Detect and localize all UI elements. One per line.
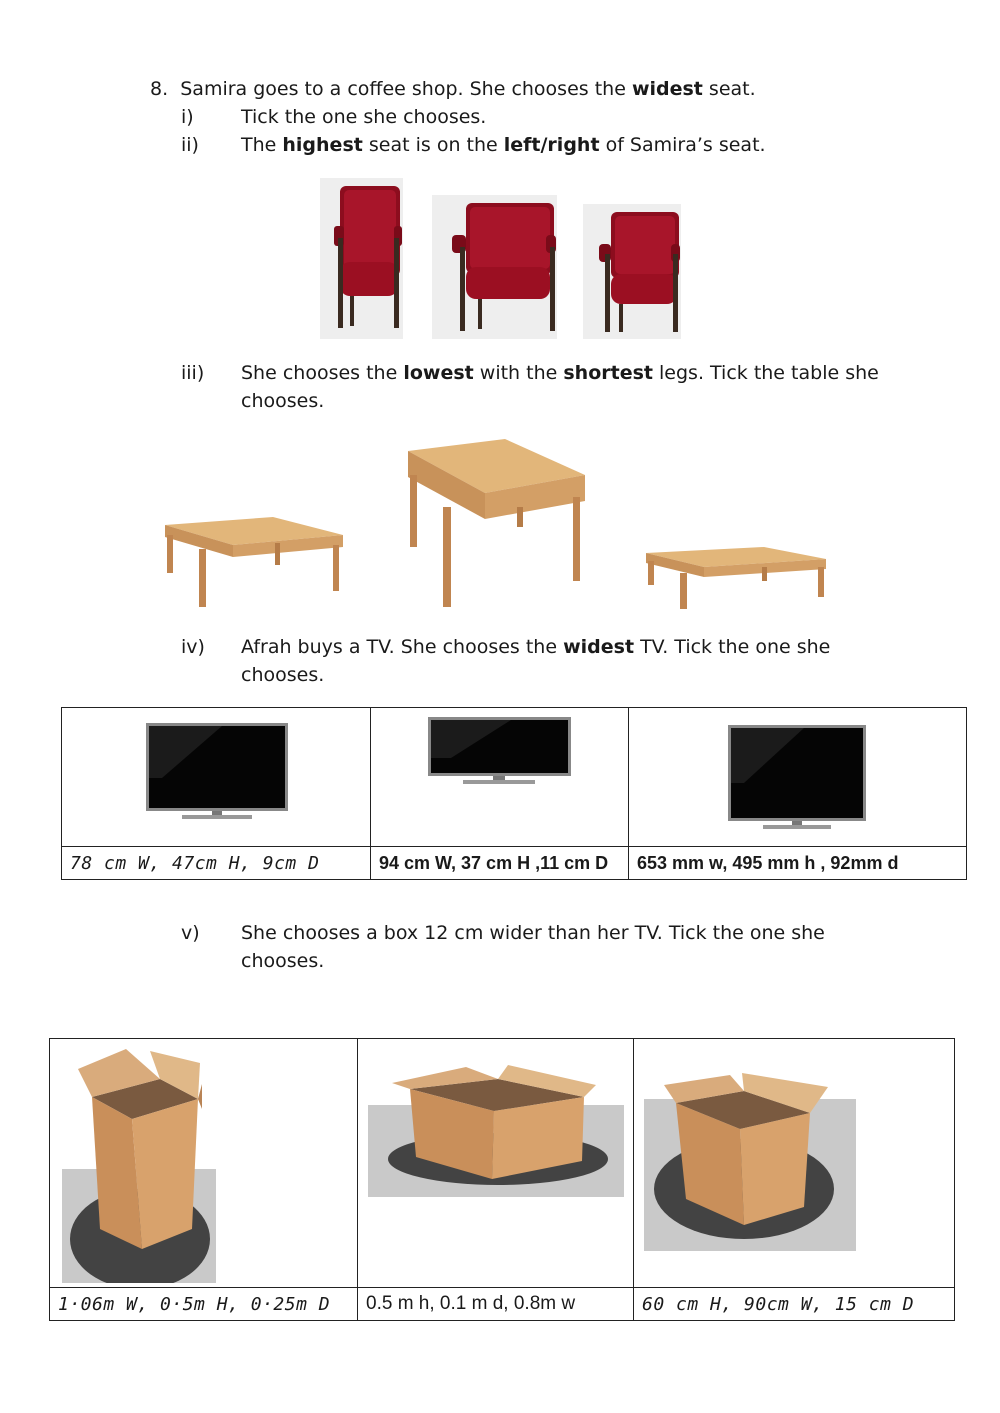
part-v-text-cont: chooses. — [241, 950, 325, 972]
box-3-caption: 60 cm H, 90cm W, 15 cm D — [634, 1288, 955, 1321]
question-8-intro — [150, 77, 756, 101]
iii-c: with the — [473, 362, 564, 384]
table-tall-image[interactable] — [405, 437, 587, 610]
part-iii-text-cont: chooses. — [241, 390, 325, 412]
iv-b: widest — [563, 636, 635, 658]
iv-a: Afrah buys a TV. She chooses the — [241, 636, 564, 658]
table-low-left-image[interactable] — [163, 515, 345, 610]
tv-2-image — [371, 708, 629, 842]
box-option-3-cell[interactable] — [634, 1039, 955, 1288]
box-2-caption: 0.5 m h, 0.1 m d, 0.8m w — [358, 1288, 634, 1321]
ii-d: left/right — [503, 134, 600, 156]
box-tall-image — [50, 1039, 358, 1283]
iv-c: TV. Tick the one she — [634, 636, 831, 658]
iii-e: legs. Tick the table she — [652, 362, 879, 384]
box-option-2-cell[interactable] — [358, 1039, 634, 1288]
part-iii-number: iii) — [181, 362, 205, 384]
part-iii-text — [241, 361, 879, 385]
ii-b: highest — [282, 134, 363, 156]
seat-wide-image[interactable] — [432, 195, 557, 339]
part-v-text: She chooses a box 12 cm wider than her TV. Tick the one she — [241, 922, 825, 944]
tv-3-image — [629, 708, 967, 842]
part-iv-number: iv) — [181, 636, 205, 658]
ii-c: seat is on the — [362, 134, 504, 156]
box-medium-image — [634, 1039, 955, 1283]
tv-options-table — [61, 707, 967, 880]
iii-b: lowest — [403, 362, 474, 384]
part-ii-number: ii) — [181, 134, 199, 156]
box-wide-image — [358, 1039, 634, 1283]
box-option-1-cell[interactable] — [50, 1039, 358, 1288]
intro-bold: widest — [631, 78, 703, 100]
intro-text: Samira goes to a coffee shop. She chooses the — [180, 78, 632, 100]
tv-option-3-cell[interactable] — [629, 708, 967, 847]
seat-short-image[interactable] — [583, 204, 681, 339]
tv-option-2-cell[interactable] — [371, 708, 629, 847]
part-i-number: i) — [181, 106, 194, 128]
part-iv-text — [241, 635, 830, 659]
box-1-caption: 1·06m W, 0·5m H, 0·25m D — [50, 1288, 358, 1321]
ii-e: of Samira’s seat. — [599, 134, 766, 156]
box-options-table — [49, 1038, 955, 1321]
tv-1-caption: 78 cm W, 47cm H, 9cm D — [62, 847, 371, 880]
tv-2-caption: 94 cm W, 37 cm H ,11 cm D — [371, 847, 629, 880]
tv-option-1-cell[interactable] — [62, 708, 371, 847]
intro-end: seat. — [702, 78, 756, 100]
iii-d: shortest — [563, 362, 653, 384]
part-i-text: Tick the one she chooses. — [241, 106, 487, 128]
seat-tall-image[interactable] — [320, 178, 403, 339]
part-iv-text-cont: chooses. — [241, 664, 325, 686]
part-v-number: v) — [181, 922, 200, 944]
tv-3-caption: 653 mm w, 495 mm h , 92mm d — [629, 847, 967, 880]
iii-a: She chooses the — [241, 362, 404, 384]
question-number: 8. — [150, 78, 169, 100]
part-ii-text — [241, 133, 766, 157]
ii-a: The — [241, 134, 283, 156]
tv-1-image — [62, 708, 371, 842]
table-low-right-image[interactable] — [644, 545, 828, 611]
